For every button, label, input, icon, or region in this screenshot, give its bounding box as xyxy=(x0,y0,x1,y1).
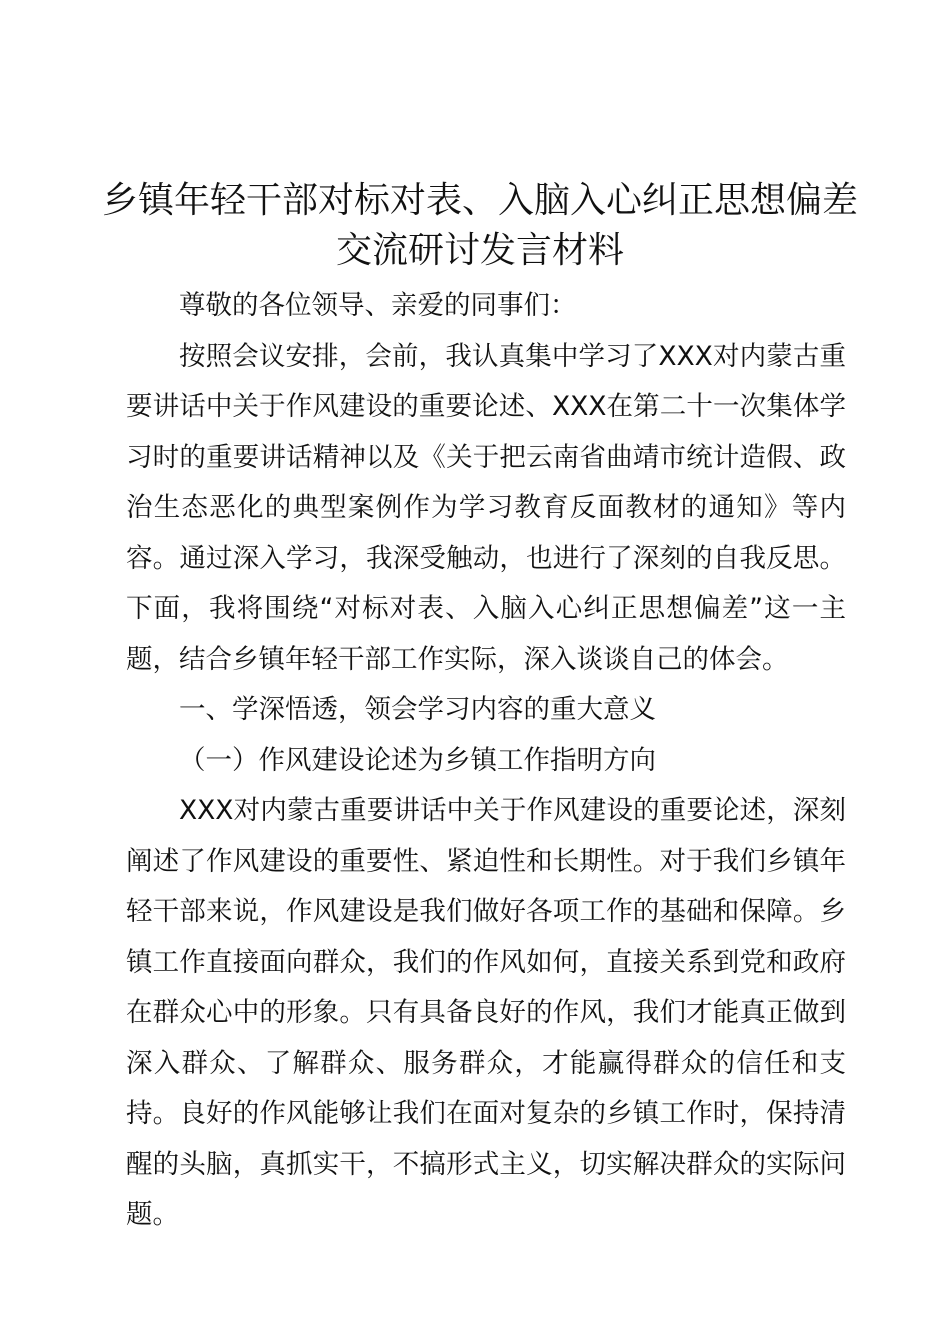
section-heading: 一、学深悟透，领会学习内容的重大意义 xyxy=(179,694,656,725)
document-title: 乡镇年轻干部对标对表、入脑入心纠正思想偏差交流研讨发言材料 xyxy=(101,180,858,271)
body-paragraph: XXX对内蒙古重要讲话中关于作风建设的重要论述，深刻阐述了作风建设的重要性、紧迫性和长期性。对于我们乡镇年轻干部来说，作风建设是我们做好各项工作的基础和保障。乡镇工作直接面向群众，我们的作风如何，直接关系到党和政府在群众心中的形象。只有具备良好的作风，我们才能真正做到深入群众、了解群众、服务群众，才能赢得群众的信任和支持。良好的作风能够让我们在面对复杂的乡镇工作时，保持清醒的头脑，真抓实干，不搞形式主义，切实解决群众的实际问题。 xyxy=(126,795,846,1230)
intro-paragraph: 按照会议安排，会前，我认真集中学习了XXX对内蒙古重要讲话中关于作风建设的重要论述、XXX在第二十一次集体学习时的重要讲话精神以及《关于把云南省曲靖市统计造假、政治生态恶化的典型案例作为学习教育反面教材的通知》等内容。通过深入学习，我深受触动，也进行了深刻的自我反思。下面，我将围绕“对标对表、入脑入心纠正思想偏差”这一主题，结合乡镇年轻干部工作实际，深入谈谈自己的体会。 xyxy=(126,340,846,675)
subsection-heading: （一）作风建设论述为乡镇工作指明方向 xyxy=(179,744,656,776)
document-body xyxy=(126,281,846,1241)
greeting: 尊敬的各位领导、亲爱的同事们： xyxy=(179,290,577,321)
